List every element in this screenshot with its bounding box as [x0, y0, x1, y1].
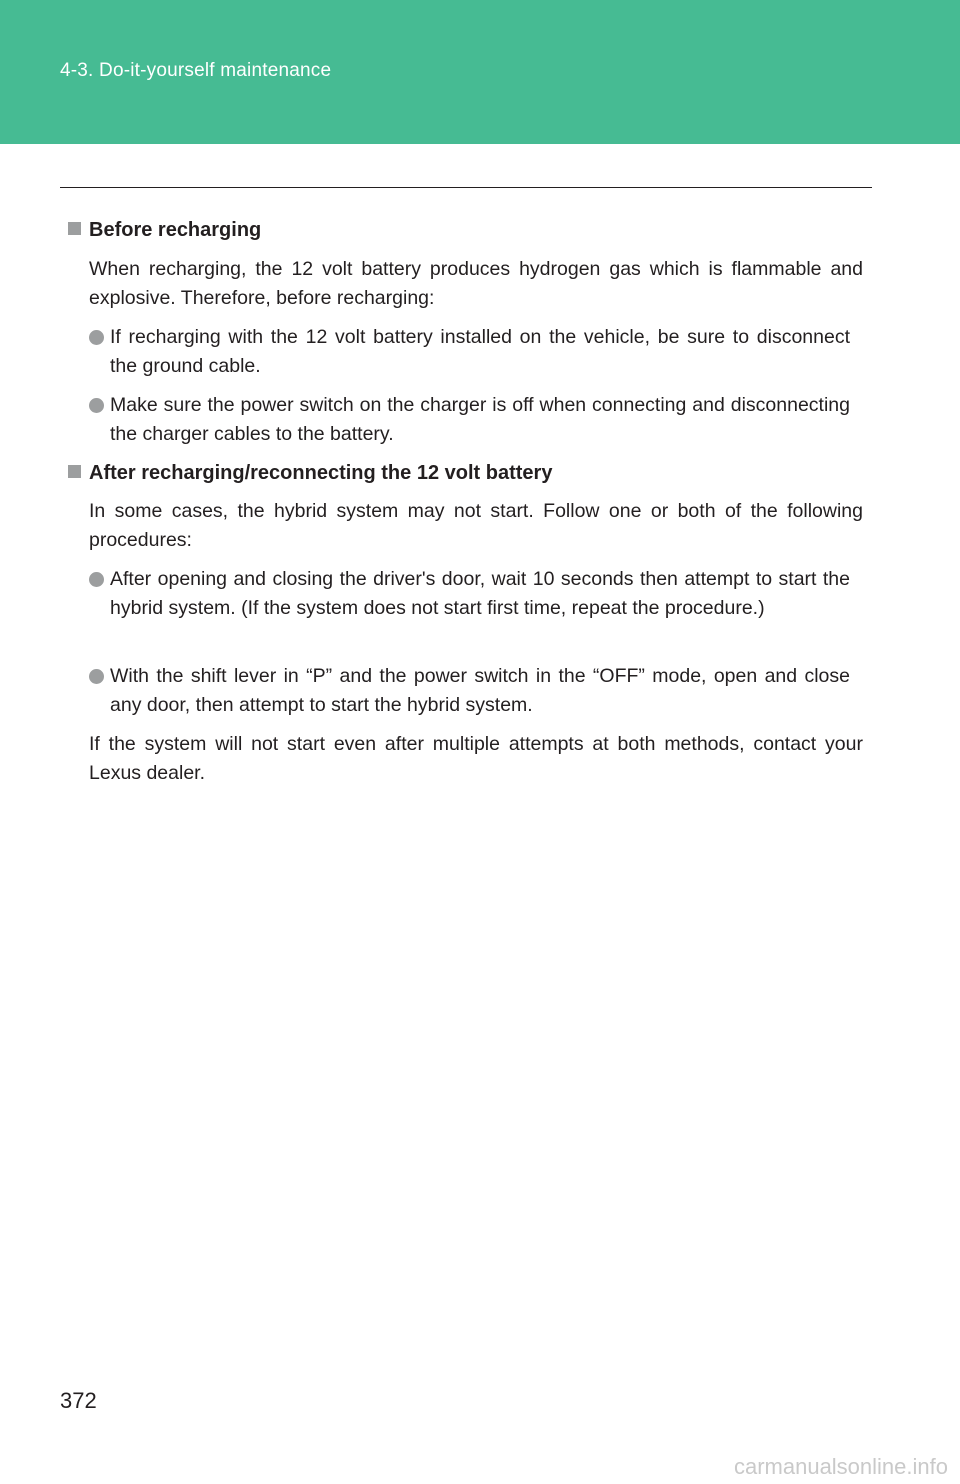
- square-bullet-icon: [68, 222, 81, 235]
- round-bullet-icon: [89, 572, 104, 587]
- watermark: carmanualsonline.info: [733, 1454, 948, 1479]
- after-recharging-closing: If the system will not start even after multiple attempts at both methods, contact your Lexus dealer.: [89, 733, 863, 784]
- bullet-text: After opening and closing the driver's door, wait 10 seconds then attempt to start the hybrid system. (If the system does not start first time, repeat the procedure.): [110, 568, 850, 619]
- after-recharging-intro: In some cases, the hybrid system may not start. Follow one or both of the following procedures:: [89, 500, 863, 551]
- list-item: [89, 323, 863, 381]
- round-bullet-icon: [89, 398, 104, 413]
- list-item: [89, 565, 863, 623]
- heading-after-recharging: [68, 458, 552, 488]
- heading-before-recharging: [68, 215, 261, 245]
- before-recharging-intro: When recharging, the 12 volt battery produces hydrogen gas which is flammable and explosive. Therefore, before recharging:: [89, 258, 863, 309]
- round-bullet-icon: [89, 669, 104, 684]
- round-bullet-icon: [89, 330, 104, 345]
- list-item: [89, 391, 863, 449]
- bullet-text: With the shift lever in “P” and the power switch in the “OFF” mode, open and close any door, then attempt to start the hybrid system.: [110, 665, 850, 716]
- square-bullet-icon: [68, 465, 81, 478]
- list-item: [89, 662, 863, 720]
- page-number: 372: [60, 1388, 97, 1413]
- heading-text: After recharging/reconnecting the 12 volt battery: [89, 462, 553, 484]
- header-rule: [60, 187, 872, 188]
- page-header: [0, 0, 960, 144]
- bullet-text: Make sure the power switch on the charger is off when connecting and disconnecting the charger cables to the battery.: [110, 394, 850, 445]
- heading-text: Before recharging: [89, 219, 262, 241]
- section-title: 4-3. Do-it-yourself maintenance: [60, 60, 332, 81]
- bullet-text: If recharging with the 12 volt battery installed on the vehicle, be sure to disconnect the ground cable.: [110, 326, 850, 377]
